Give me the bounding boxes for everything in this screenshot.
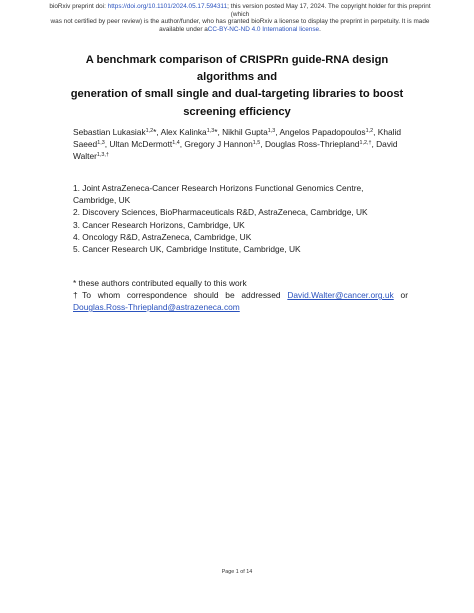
affiliation-item: 5. Cancer Research UK, Cambridge Institute, Cambridge, UK: [73, 244, 301, 255]
affiliation-item: 2. Discovery Sciences, BioPharmaceuticals R&D, AstraZeneca, Cambridge, UK: [73, 207, 368, 218]
title-line-2: generation of small single and dual-targeting libraries to boost: [70, 88, 404, 101]
email-link-walter[interactable]: David.Walter@cancer.org.uk: [287, 290, 394, 300]
affiliation-list: [73, 182, 408, 255]
author-list: [73, 126, 408, 162]
author: Douglas Ross-Thriepland$^{1,2,\dagger}$,: [264, 139, 377, 149]
header-line-1: bioRxiv preprint doi: https://doi.org/10.1101/2024.05.17.594311; this version posted May 17, 2024. The copyright holder for this preprint (which: [49, 3, 431, 18]
author: Nikhil Gupta$^{1,3}$,: [222, 127, 280, 137]
affiliation-item: 3. Cancer Research Horizons, Cambridge, UK: [73, 219, 245, 230]
author: Khalid Saeed$^{1,3}$,: [73, 127, 402, 149]
correspondence-note: †To whom correspondence should be addressed David.Walter@cancer.org.uk or: [73, 290, 408, 300]
email-link-ross-thriepland[interactable]: Douglas.Ross-Thriepland@astrazeneca.com: [73, 302, 240, 312]
title-line-1: A benchmark comparison of CRISPRn guide-RNA design algorithms and: [85, 54, 389, 84]
title-line-3: screening efficiency: [183, 105, 291, 118]
license-link[interactable]: CC-BY-NC-ND 4.0 International license: [207, 25, 320, 33]
affiliation-item: 1. Joint AstraZeneca-Cancer Research Horizons Functional Genomics Centre, Cambridge, UK: [73, 183, 364, 206]
doi-link[interactable]: https://doi.org/10.1101/2024.05.17.594311: [107, 3, 228, 10]
author: Ultan McDermott$^{1,4}$,: [109, 139, 185, 149]
equal-contribution-note: * these authors contributed equally to this work: [73, 278, 247, 288]
author: Gregory J Hannon$^{1,5}$,: [184, 139, 265, 149]
author-notes: [73, 277, 408, 313]
preprint-header: [40, 3, 440, 33]
page-number: Page 1 of 14: [221, 569, 253, 575]
author: Sebastian Lukasiak$^{1,2}$*,: [73, 127, 161, 137]
author: David Walter$^{1,3,\dagger}$: [73, 139, 398, 161]
author: Angelos Papadopoulos$^{1,2}$,: [279, 127, 378, 137]
header-line-2: was not certified by peer review) is the author/funder, who has granted bioRxiv a license to display the preprint in perpetuity. It is made: [50, 18, 430, 26]
author: Alex Kalinka$^{1,3}$*,: [160, 127, 223, 137]
affiliation-item: 4. Oncology R&D, AstraZeneca, Cambridge, UK: [73, 231, 252, 242]
header-line-3: available under aCC-BY-NC-ND 4.0 International license.: [159, 25, 321, 33]
correspondence-note-line-2: [73, 301, 408, 313]
paper-title: [60, 52, 414, 121]
